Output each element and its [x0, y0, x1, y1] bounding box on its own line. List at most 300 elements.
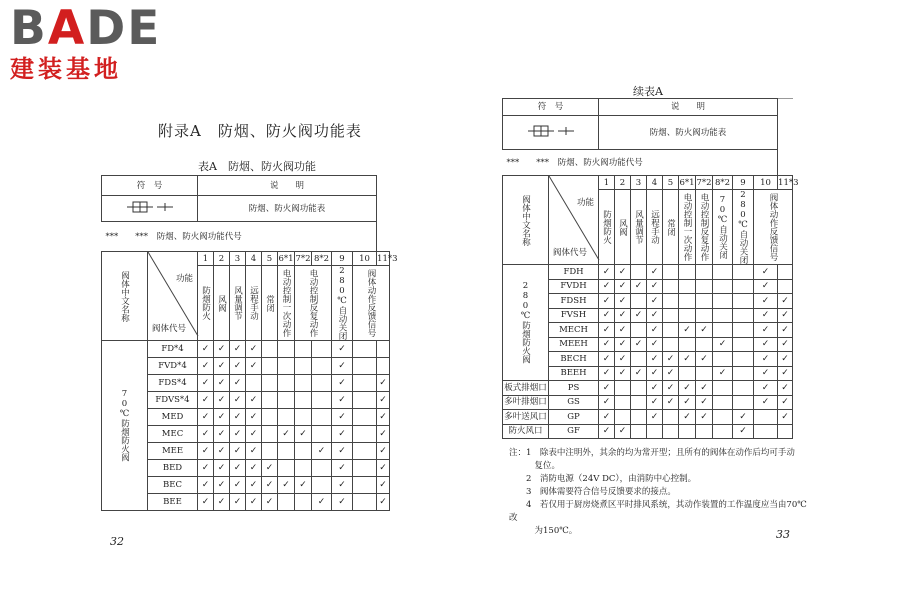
check-cell [312, 375, 332, 392]
check-cell [733, 308, 754, 323]
group-name-cell: 70℃防烟防火阀 [102, 341, 148, 511]
check-cell: ✓ [214, 358, 230, 375]
check-cell [663, 410, 679, 425]
check-cell [262, 375, 278, 392]
page-number-left: 32 [110, 535, 124, 548]
check-cell: ✓ [615, 366, 631, 381]
check-cell [733, 337, 754, 352]
check-cell: ✓ [599, 352, 615, 367]
check-cell: ✓ [647, 366, 663, 381]
check-cell: ✓ [198, 409, 214, 426]
check-cell [353, 443, 377, 460]
check-cell: ✓ [198, 426, 214, 443]
check-cell [353, 477, 377, 494]
check-cell [713, 410, 733, 425]
table-row [102, 341, 390, 358]
row-code-cell: MED [148, 409, 198, 426]
row-code-cell: FVDH [549, 279, 599, 294]
check-cell: ✓ [377, 443, 390, 460]
check-cell: ✓ [214, 460, 230, 477]
row-code-cell: PS [549, 381, 599, 396]
check-cell: ✓ [696, 410, 713, 425]
check-cell: ✓ [230, 426, 246, 443]
check-cell [353, 460, 377, 477]
check-cell: ✓ [198, 341, 214, 358]
check-cell: ✓ [295, 477, 312, 494]
check-cell [696, 366, 713, 381]
check-cell [696, 294, 713, 309]
check-cell: ✓ [778, 410, 793, 425]
row-name-cell: 多叶送风口 [503, 410, 549, 425]
check-cell [778, 265, 793, 280]
check-cell [353, 375, 377, 392]
check-cell: ✓ [332, 426, 353, 443]
check-cell: ✓ [754, 265, 778, 280]
check-cell: ✓ [615, 294, 631, 309]
check-cell [733, 366, 754, 381]
check-cell: ✓ [615, 265, 631, 280]
check-cell [733, 381, 754, 396]
check-cell: ✓ [599, 323, 615, 338]
check-cell [713, 265, 733, 280]
check-cell: ✓ [599, 337, 615, 352]
check-cell [312, 341, 332, 358]
check-cell [278, 375, 295, 392]
symbol-header: 符 号 [102, 176, 198, 196]
check-cell [631, 352, 647, 367]
check-cell: ✓ [262, 477, 278, 494]
check-cell [278, 341, 295, 358]
check-cell [312, 477, 332, 494]
damper-symbol [503, 116, 599, 150]
check-cell: ✓ [230, 443, 246, 460]
table-row [503, 395, 793, 410]
continued-title: 续表A [633, 85, 663, 98]
check-cell: ✓ [332, 460, 353, 477]
check-cell [353, 426, 377, 443]
check-cell: ✓ [615, 323, 631, 338]
check-cell: ✓ [754, 381, 778, 396]
check-cell [353, 494, 377, 511]
check-cell [663, 308, 679, 323]
check-cell: ✓ [377, 375, 390, 392]
check-cell [663, 337, 679, 352]
check-cell [262, 409, 278, 426]
check-cell: ✓ [246, 477, 262, 494]
check-cell [295, 460, 312, 477]
check-cell: ✓ [312, 443, 332, 460]
check-cell: ✓ [778, 308, 793, 323]
check-cell: ✓ [647, 352, 663, 367]
check-cell: ✓ [647, 308, 663, 323]
check-cell [663, 424, 679, 439]
check-cell [663, 265, 679, 280]
code-symbol: *** *** [105, 231, 149, 242]
check-cell: ✓ [615, 424, 631, 439]
check-cell [295, 409, 312, 426]
check-cell: ✓ [198, 443, 214, 460]
check-cell: ✓ [631, 366, 647, 381]
side-header: 阀体中文名称 [503, 176, 549, 265]
row-code-cell: MECH [549, 323, 599, 338]
row-code-cell: GS [549, 395, 599, 410]
check-cell [377, 358, 390, 375]
check-cell: ✓ [198, 494, 214, 511]
table-row [503, 265, 793, 280]
symbol-header: 符 号 [503, 99, 599, 116]
check-cell: ✓ [754, 337, 778, 352]
check-cell: ✓ [696, 395, 713, 410]
check-cell: ✓ [615, 279, 631, 294]
check-cell [312, 409, 332, 426]
description-header: 说 明 [198, 176, 377, 196]
check-cell: ✓ [647, 279, 663, 294]
check-cell [713, 424, 733, 439]
check-cell: ✓ [615, 337, 631, 352]
code-desc: 防烟、防火阀功能代号 [156, 231, 242, 242]
check-cell: ✓ [377, 392, 390, 409]
row-code-cell: MEC [148, 426, 198, 443]
side-header: 阀体中文名称 [102, 252, 148, 341]
check-cell [278, 460, 295, 477]
check-cell: ✓ [332, 409, 353, 426]
check-cell: ✓ [377, 494, 390, 511]
check-cell: ✓ [754, 366, 778, 381]
check-cell: ✓ [615, 308, 631, 323]
check-cell: ✓ [778, 381, 793, 396]
check-cell [295, 358, 312, 375]
check-cell [679, 279, 696, 294]
check-cell: ✓ [230, 409, 246, 426]
check-cell [696, 308, 713, 323]
check-cell: ✓ [754, 352, 778, 367]
table-row [503, 410, 793, 425]
check-cell: ✓ [679, 352, 696, 367]
check-cell [631, 265, 647, 280]
check-cell [713, 308, 733, 323]
check-cell: ✓ [754, 395, 778, 410]
check-cell: ✓ [230, 477, 246, 494]
check-cell [713, 352, 733, 367]
row-code-cell: MEE [148, 443, 198, 460]
check-cell [377, 341, 390, 358]
check-cell: ✓ [713, 366, 733, 381]
check-cell: ✓ [312, 494, 332, 511]
bade-logo [6, 1, 176, 83]
check-cell: ✓ [663, 366, 679, 381]
check-cell: ✓ [599, 366, 615, 381]
check-cell: ✓ [647, 323, 663, 338]
check-cell: ✓ [599, 424, 615, 439]
check-cell: ✓ [778, 323, 793, 338]
check-cell: ✓ [733, 424, 754, 439]
check-cell: ✓ [214, 443, 230, 460]
check-cell [353, 341, 377, 358]
check-cell: ✓ [230, 494, 246, 511]
check-cell [713, 323, 733, 338]
check-cell [631, 294, 647, 309]
logo-wordmark: BADE [10, 1, 162, 56]
check-cell [278, 494, 295, 511]
check-cell [679, 337, 696, 352]
row-code-cell: FDSH [549, 294, 599, 309]
row-code-cell: BEE [148, 494, 198, 511]
check-cell [713, 294, 733, 309]
check-cell [663, 279, 679, 294]
check-cell: ✓ [246, 392, 262, 409]
check-cell: ✓ [332, 477, 353, 494]
check-cell [679, 424, 696, 439]
check-cell: ✓ [647, 395, 663, 410]
check-cell [262, 392, 278, 409]
check-cell: ✓ [679, 395, 696, 410]
check-cell: ✓ [377, 426, 390, 443]
check-cell: ✓ [262, 460, 278, 477]
check-cell: ✓ [214, 426, 230, 443]
check-cell: ✓ [295, 426, 312, 443]
row-name-cell: 多叶排烟口 [503, 395, 549, 410]
check-cell [295, 494, 312, 511]
check-cell: ✓ [778, 337, 793, 352]
check-cell [353, 358, 377, 375]
check-cell [312, 358, 332, 375]
check-cell [696, 279, 713, 294]
row-code-cell: FVD*4 [148, 358, 198, 375]
damper-symbol-icon [524, 124, 578, 138]
row-name-cell: 板式排烟口 [503, 381, 549, 396]
row-code-cell: BEC [148, 477, 198, 494]
check-cell: ✓ [778, 294, 793, 309]
row-code-cell: BED [148, 460, 198, 477]
check-cell: ✓ [679, 381, 696, 396]
check-cell: ✓ [754, 279, 778, 294]
check-cell [733, 294, 754, 309]
table-row [503, 381, 793, 396]
check-cell [295, 375, 312, 392]
check-cell [353, 409, 377, 426]
check-cell [353, 392, 377, 409]
check-cell: ✓ [246, 443, 262, 460]
check-cell: ✓ [647, 381, 663, 396]
check-cell [262, 358, 278, 375]
check-cell [647, 424, 663, 439]
check-cell: ✓ [230, 375, 246, 392]
check-cell: ✓ [663, 352, 679, 367]
check-cell: ✓ [332, 494, 353, 511]
check-cell [778, 424, 793, 439]
check-cell: ✓ [278, 477, 295, 494]
check-cell: ✓ [647, 294, 663, 309]
check-cell: ✓ [230, 392, 246, 409]
check-cell: ✓ [278, 426, 295, 443]
check-cell [631, 381, 647, 396]
check-cell: ✓ [679, 323, 696, 338]
check-cell [713, 279, 733, 294]
check-cell [246, 375, 262, 392]
check-cell [278, 392, 295, 409]
check-cell: ✓ [246, 358, 262, 375]
check-cell [295, 341, 312, 358]
row-code-cell: GF [549, 424, 599, 439]
check-cell: ✓ [214, 409, 230, 426]
check-cell: ✓ [647, 265, 663, 280]
check-cell: ✓ [696, 352, 713, 367]
check-cell [733, 279, 754, 294]
check-cell: ✓ [599, 265, 615, 280]
check-cell: ✓ [377, 409, 390, 426]
check-cell: ✓ [214, 375, 230, 392]
code-row [102, 222, 377, 252]
check-cell [631, 395, 647, 410]
check-cell [778, 279, 793, 294]
check-cell: ✓ [733, 410, 754, 425]
row-code-cell: BEEH [549, 366, 599, 381]
check-cell: ✓ [332, 341, 353, 358]
check-cell [262, 341, 278, 358]
damper-symbol [102, 196, 198, 222]
table-caption: 表A 防烟、防火阀功能 [198, 160, 316, 173]
row-code-cell: FDVS*4 [148, 392, 198, 409]
check-cell: ✓ [332, 392, 353, 409]
row-code-cell: FDS*4 [148, 375, 198, 392]
check-cell [295, 443, 312, 460]
check-cell: ✓ [599, 410, 615, 425]
check-cell [631, 323, 647, 338]
check-cell: ✓ [332, 443, 353, 460]
check-cell: ✓ [230, 460, 246, 477]
check-cell [312, 392, 332, 409]
row-name-cell: 防火风口 [503, 424, 549, 439]
check-cell [679, 366, 696, 381]
check-cell: ✓ [713, 337, 733, 352]
diagonal-header: 功能 阀体代号 [549, 176, 599, 265]
check-cell: ✓ [230, 358, 246, 375]
check-cell [679, 294, 696, 309]
check-cell [733, 265, 754, 280]
check-cell: ✓ [778, 352, 793, 367]
check-cell [713, 381, 733, 396]
check-cell [679, 308, 696, 323]
left-function-table: 符 号 说 明 防烟、防火阀功能表 *** *** 防烟、防火阀功能代号 阀体中文名称 功能 阀体代号 1 2 3 4 5 6*1 7*2 8*2 9 10 11*3 防烟防火 风阀 风量调节 远程手动 常闭 电动控制一次动作 电动控制反复动作 280℃自动关闭 阀体动作反馈信号 70℃防烟防火阀 FD*4 ✓ ✓ ✓ ✓ ✓ FVD*4 ✓ ✓ ✓ ✓ ✓ FDS*4 ✓ ✓ ✓ ✓ ✓ FDVS*4 ✓ ✓ ✓ ✓ ✓ ✓ MED ✓ ✓ ✓ ✓ ✓ ✓ MEC ✓ ✓ ✓ ✓ ✓ ✓ ✓ ✓ MEE ✓ ✓ ✓ ✓ ✓ ✓ ✓ BED ✓ ✓ ✓ ✓ ✓ ✓ ✓ BEC ✓ ✓ ✓ ✓ ✓ ✓ ✓ ✓ ✓ BEE ✓ ✓ ✓ ✓ ✓ ✓ ✓ ✓ [101, 175, 390, 511]
check-cell [733, 323, 754, 338]
check-cell [713, 395, 733, 410]
check-cell: ✓ [696, 381, 713, 396]
row-code-cell: FDH [549, 265, 599, 280]
check-cell: ✓ [198, 477, 214, 494]
check-cell: ✓ [246, 409, 262, 426]
row1-desc: 防烟、防火阀功能表 [198, 196, 377, 222]
check-cell: ✓ [230, 341, 246, 358]
code-symbol: *** *** [506, 157, 550, 168]
check-cell: ✓ [377, 460, 390, 477]
check-cell: ✓ [663, 395, 679, 410]
check-cell: ✓ [631, 308, 647, 323]
check-cell: ✓ [754, 294, 778, 309]
check-cell: ✓ [599, 395, 615, 410]
check-cell [615, 381, 631, 396]
diagonal-header: 功能 阀体代号 [148, 252, 198, 341]
code-row [503, 150, 778, 176]
check-cell [615, 410, 631, 425]
code-desc: 防烟、防火阀功能代号 [557, 157, 643, 168]
check-cell: ✓ [214, 494, 230, 511]
check-cell: ✓ [214, 341, 230, 358]
check-cell [312, 426, 332, 443]
check-cell: ✓ [214, 392, 230, 409]
row-code-cell: BECH [549, 352, 599, 367]
check-cell [615, 395, 631, 410]
check-cell: ✓ [647, 410, 663, 425]
check-cell: ✓ [246, 341, 262, 358]
check-cell [696, 265, 713, 280]
check-cell [295, 392, 312, 409]
check-cell [278, 358, 295, 375]
check-cell [696, 337, 713, 352]
check-cell [631, 410, 647, 425]
check-cell: ✓ [198, 392, 214, 409]
table-row [503, 424, 793, 439]
check-cell: ✓ [198, 460, 214, 477]
row1-desc: 防烟、防火阀功能表 [599, 116, 778, 150]
check-cell [663, 294, 679, 309]
check-cell: ✓ [246, 460, 262, 477]
check-cell: ✓ [631, 337, 647, 352]
check-cell: ✓ [778, 395, 793, 410]
damper-symbol-icon [123, 200, 177, 214]
check-cell [733, 395, 754, 410]
check-cell [312, 460, 332, 477]
row-code-cell: GP [549, 410, 599, 425]
check-cell: ✓ [663, 381, 679, 396]
logo-subtitle: 建装基地 [10, 55, 122, 83]
check-cell [733, 352, 754, 367]
check-cell [262, 426, 278, 443]
row-code-cell: MEEH [549, 337, 599, 352]
check-cell: ✓ [246, 426, 262, 443]
check-cell: ✓ [631, 279, 647, 294]
check-cell: ✓ [599, 279, 615, 294]
check-cell [696, 424, 713, 439]
check-cell: ✓ [332, 358, 353, 375]
check-cell [679, 265, 696, 280]
check-cell: ✓ [696, 323, 713, 338]
check-cell: ✓ [377, 477, 390, 494]
check-cell [631, 424, 647, 439]
row-code-cell: FD*4 [148, 341, 198, 358]
check-cell: ✓ [262, 494, 278, 511]
check-cell: ✓ [198, 358, 214, 375]
check-cell [754, 410, 778, 425]
check-cell: ✓ [754, 323, 778, 338]
check-cell [754, 424, 778, 439]
footnotes: 注：1 除表中注明外，其余的均为常开型；且所有的阀体在动作后均可手动 复位。 2 消防电源（24V DC），由消防中心控制。 3 阀体需要符合信号反馈要求的接点。 4 若仅用于厨房烧煮区平时排风系统，其动作装置的工作温度应当由70℃改 为150℃。 [509, 448, 807, 536]
group-name-cell: 280℃防烟防火阀 [503, 265, 549, 381]
check-cell: ✓ [778, 366, 793, 381]
page-number-right: 33 [776, 528, 790, 541]
check-cell: ✓ [615, 352, 631, 367]
check-cell: ✓ [599, 308, 615, 323]
check-cell: ✓ [679, 410, 696, 425]
check-cell: ✓ [647, 337, 663, 352]
check-cell: ✓ [198, 375, 214, 392]
check-cell [278, 409, 295, 426]
check-cell: ✓ [246, 494, 262, 511]
check-cell: ✓ [599, 381, 615, 396]
row-code-cell: FVSH [549, 308, 599, 323]
check-cell [278, 443, 295, 460]
check-cell: ✓ [599, 294, 615, 309]
appendix-title: 附录A 防烟、防火阀功能表 [158, 122, 362, 140]
